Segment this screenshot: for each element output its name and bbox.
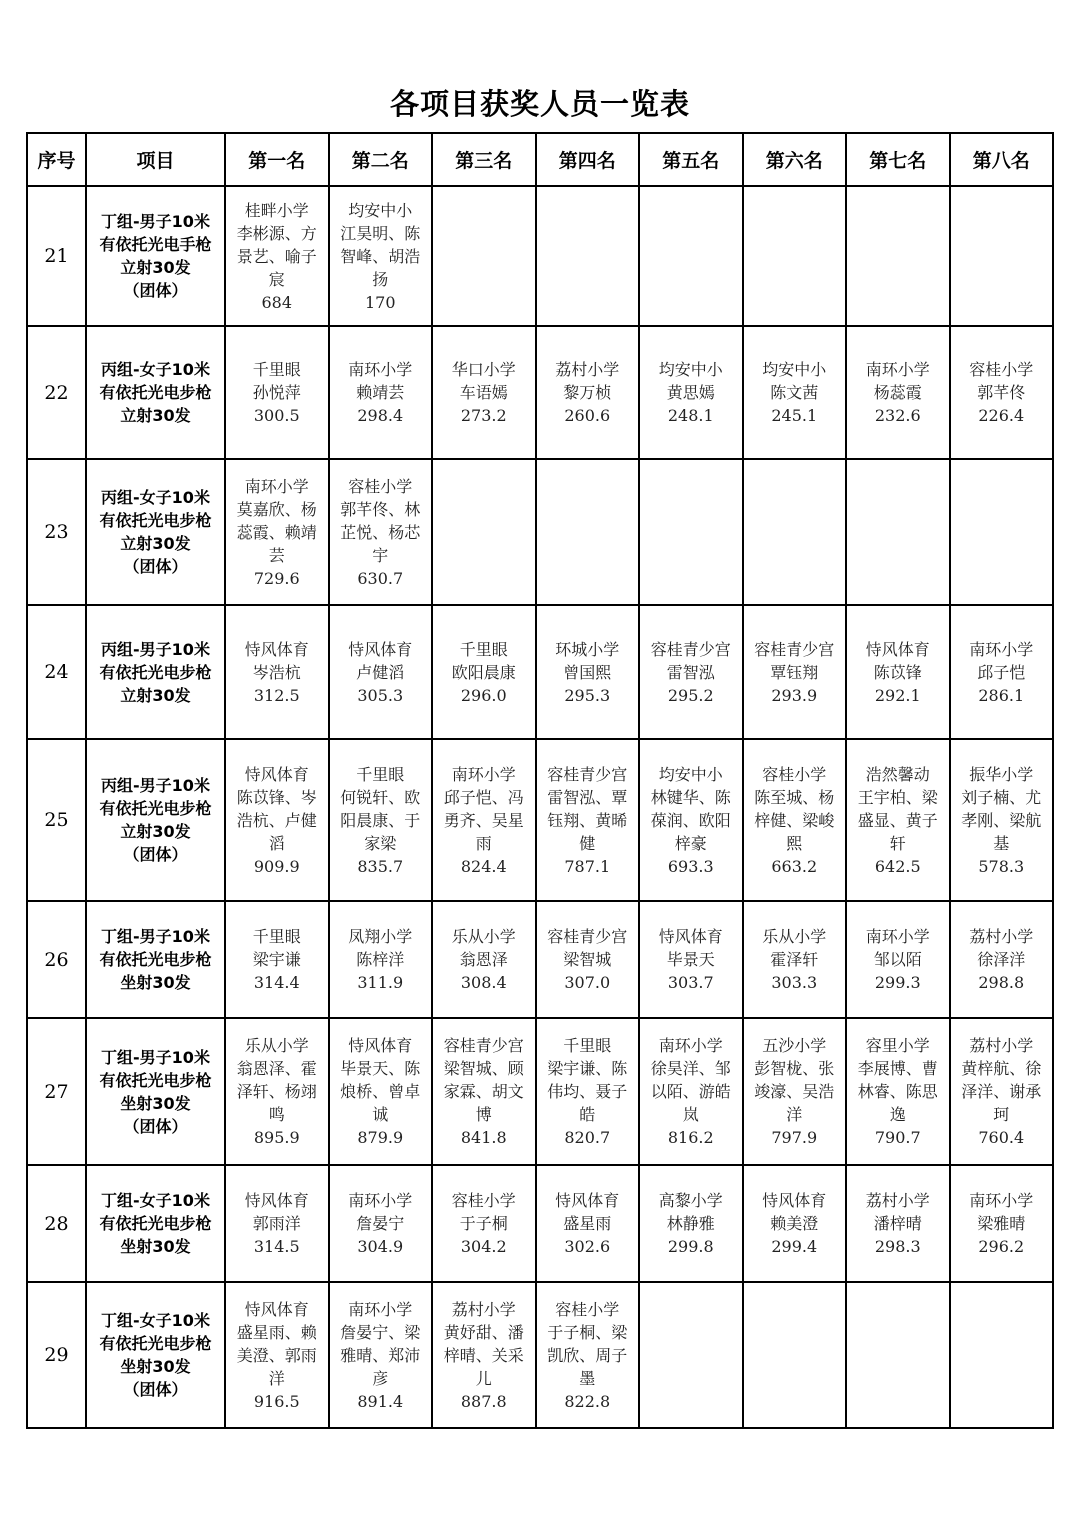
table-row bbox=[27, 459, 1053, 605]
winner-text: 桂畔小学 李彬源、方 景艺、喻子 宸 684 bbox=[236, 200, 317, 312]
place-4-cell bbox=[536, 459, 640, 605]
winner-text: 千里眼 孙悦萍 300.5 bbox=[252, 360, 301, 425]
place-1-cell bbox=[225, 1282, 329, 1428]
place-5-cell bbox=[639, 901, 743, 1018]
place-3-cell bbox=[432, 459, 536, 605]
place-3-cell bbox=[432, 1018, 536, 1165]
winner-text: 南环小学 梁雅晴 296.2 bbox=[969, 1191, 1034, 1256]
place-6-cell bbox=[743, 1165, 847, 1282]
table-body bbox=[27, 186, 1053, 1428]
row-number: 27 bbox=[27, 1018, 86, 1165]
winner-text: 容桂小学 于子桐 304.2 bbox=[451, 1191, 516, 1256]
winner-text: 恃风体育 岑浩杭 312.5 bbox=[244, 639, 309, 705]
table-row bbox=[27, 739, 1053, 901]
winner-text: 南环小学 詹晏宁 304.9 bbox=[348, 1191, 413, 1256]
place-1-cell bbox=[225, 739, 329, 901]
place-4-cell bbox=[536, 739, 640, 901]
winner-text: 浩然馨动 王宇柏、梁 盛显、黄子 轩 642.5 bbox=[857, 764, 938, 876]
winner-text: 恃风体育 毕景天 303.7 bbox=[658, 927, 723, 992]
place-1-cell bbox=[225, 186, 329, 326]
winner-text: 恃风体育 毕景天、陈 烺桥、曾卓 诚 879.9 bbox=[340, 1036, 421, 1147]
event-text: 丁组-男子10米 有依托光电步枪 坐射30发 bbox=[99, 927, 212, 992]
winner-text: 恃风体育 陈苡锋 292.1 bbox=[865, 639, 930, 705]
place-2-cell bbox=[329, 901, 433, 1018]
table-row bbox=[27, 605, 1053, 739]
row-number: 29 bbox=[27, 1282, 86, 1428]
place-5-cell bbox=[639, 605, 743, 739]
place-8-cell bbox=[950, 1018, 1054, 1165]
header-no: 序号 bbox=[27, 133, 86, 186]
place-4-cell bbox=[536, 901, 640, 1018]
winner-text: 千里眼 何锐轩、欧 阳晨康、于 家梁 835.7 bbox=[340, 764, 421, 876]
event-name bbox=[86, 901, 225, 1018]
header-place-3: 第三名 bbox=[432, 133, 536, 186]
place-3-cell bbox=[432, 186, 536, 326]
table-row bbox=[27, 1018, 1053, 1165]
winner-text: 容桂青少宫 雷智泓 295.2 bbox=[650, 639, 731, 705]
event-name bbox=[86, 1018, 225, 1165]
winner-text: 南环小学 邱子恺、冯 勇齐、吴星 雨 824.4 bbox=[443, 764, 524, 876]
table-row bbox=[27, 326, 1053, 459]
place-7-cell bbox=[846, 326, 950, 459]
table-row bbox=[27, 901, 1053, 1018]
winner-text: 容桂小学 陈至城、杨 梓健、梁峻 熙 663.2 bbox=[754, 764, 835, 876]
winner-text: 容桂青少宫 覃钰翔 293.9 bbox=[754, 639, 835, 705]
header-row bbox=[27, 133, 1053, 186]
place-4-cell bbox=[536, 605, 640, 739]
winner-text: 荔村小学 黄梓航、徐 泽洋、谢承 珂 760.4 bbox=[961, 1036, 1042, 1147]
place-5-cell bbox=[639, 1165, 743, 1282]
place-4-cell bbox=[536, 326, 640, 459]
winner-text: 南环小学 邱子恺 286.1 bbox=[969, 639, 1034, 705]
place-4-cell bbox=[536, 186, 640, 326]
winner-text: 千里眼 梁宇谦 314.4 bbox=[252, 927, 301, 992]
table-row bbox=[27, 1282, 1053, 1428]
place-7-cell bbox=[846, 605, 950, 739]
table-row bbox=[27, 1165, 1053, 1282]
event-text: 丁组-男子10米 有依托光电手枪 立射30发 （团体） bbox=[99, 212, 212, 300]
winner-text: 南环小学 杨蕊霞 232.6 bbox=[865, 360, 930, 425]
place-8-cell bbox=[950, 326, 1054, 459]
winner-text: 容桂青少宫 梁智城 307.0 bbox=[547, 927, 628, 992]
place-3-cell bbox=[432, 1165, 536, 1282]
place-5-cell bbox=[639, 459, 743, 605]
place-6-cell bbox=[743, 605, 847, 739]
place-2-cell bbox=[329, 1282, 433, 1428]
winner-text: 恃风体育 赖美澄 299.4 bbox=[762, 1191, 827, 1256]
awards-table bbox=[26, 132, 1054, 1429]
place-6-cell bbox=[743, 1018, 847, 1165]
place-2-cell bbox=[329, 1165, 433, 1282]
place-4-cell bbox=[536, 1018, 640, 1165]
place-3-cell bbox=[432, 739, 536, 901]
place-7-cell bbox=[846, 1165, 950, 1282]
place-2-cell bbox=[329, 186, 433, 326]
place-5-cell bbox=[639, 739, 743, 901]
event-text: 丁组-男子10米 有依托光电步枪 坐射30发 （团体） bbox=[99, 1047, 212, 1136]
header-event: 项目 bbox=[86, 133, 225, 186]
table-row bbox=[27, 186, 1053, 326]
place-6-cell bbox=[743, 459, 847, 605]
event-text: 丙组-女子10米 有依托光电步枪 立射30发 （团体） bbox=[99, 488, 212, 576]
winner-text: 乐从小学 霍泽轩 303.3 bbox=[762, 927, 827, 992]
winner-text: 南环小学 詹晏宁、梁 雅晴、郑沛 彦 891.4 bbox=[340, 1299, 421, 1411]
winner-text: 荔村小学 徐泽洋 298.8 bbox=[969, 927, 1034, 992]
page-title: 各项目获奖人员一览表 bbox=[389, 87, 690, 121]
place-2-cell bbox=[329, 326, 433, 459]
winner-text: 凤翔小学 陈梓洋 311.9 bbox=[348, 927, 413, 992]
winner-text: 荔村小学 潘梓晴 298.3 bbox=[865, 1191, 930, 1256]
row-number: 28 bbox=[27, 1165, 86, 1282]
header-place-5: 第五名 bbox=[639, 133, 743, 186]
place-7-cell bbox=[846, 1282, 950, 1428]
winner-text: 荔村小学 黄妤甜、潘 梓晴、关采 儿 887.8 bbox=[443, 1299, 524, 1411]
winner-text: 容桂小学 郭芊佟 226.4 bbox=[969, 360, 1034, 425]
winner-text: 均安中小 江昊明、陈 智峰、胡浩 扬 170 bbox=[340, 200, 421, 312]
place-5-cell bbox=[639, 1018, 743, 1165]
header-place-1: 第一名 bbox=[225, 133, 329, 186]
winner-text: 南环小学 徐昊洋、邹 以陌、游皓 岚 816.2 bbox=[650, 1036, 731, 1147]
event-text: 丁组-女子10米 有依托光电步枪 坐射30发 bbox=[99, 1191, 212, 1256]
place-6-cell bbox=[743, 1282, 847, 1428]
row-number: 23 bbox=[27, 459, 86, 605]
place-1-cell bbox=[225, 605, 329, 739]
row-number: 22 bbox=[27, 326, 86, 459]
place-7-cell bbox=[846, 186, 950, 326]
place-1-cell bbox=[225, 459, 329, 605]
place-8-cell bbox=[950, 1282, 1054, 1428]
winner-text: 恃风体育 盛星雨 302.6 bbox=[555, 1191, 620, 1256]
place-4-cell bbox=[536, 1282, 640, 1428]
place-1-cell bbox=[225, 1165, 329, 1282]
event-name bbox=[86, 326, 225, 459]
winner-text: 南环小学 赖靖芸 298.4 bbox=[348, 360, 413, 425]
row-number: 24 bbox=[27, 605, 86, 739]
place-7-cell bbox=[846, 459, 950, 605]
winner-text: 环城小学 曾国熙 295.3 bbox=[555, 639, 620, 705]
place-4-cell bbox=[536, 1165, 640, 1282]
row-number: 21 bbox=[27, 186, 86, 326]
place-8-cell bbox=[950, 605, 1054, 739]
event-name bbox=[86, 1165, 225, 1282]
place-2-cell bbox=[329, 605, 433, 739]
winner-text: 乐从小学 翁恩泽 308.4 bbox=[451, 927, 516, 992]
place-8-cell bbox=[950, 459, 1054, 605]
winner-text: 均安中小 陈文茜 245.1 bbox=[762, 360, 827, 425]
place-2-cell bbox=[329, 459, 433, 605]
winner-text: 华口小学 车语嫣 273.2 bbox=[451, 360, 516, 425]
place-6-cell bbox=[743, 326, 847, 459]
winner-text: 容里小学 李展博、曹 林睿、陈思 逸 790.7 bbox=[857, 1036, 938, 1147]
place-8-cell bbox=[950, 901, 1054, 1018]
place-1-cell bbox=[225, 326, 329, 459]
winner-text: 均安中小 黄思嫣 248.1 bbox=[658, 360, 723, 425]
winner-text: 五沙小学 彭智栊、张 竣濠、吴浩 洋 797.9 bbox=[754, 1036, 835, 1147]
event-text: 丁组-女子10米 有依托光电步枪 坐射30发 （团体） bbox=[99, 1311, 212, 1399]
place-3-cell bbox=[432, 901, 536, 1018]
place-1-cell bbox=[225, 901, 329, 1018]
place-6-cell bbox=[743, 739, 847, 901]
winner-text: 容桂青少宫 雷智泓、覃 钰翔、黄晞 健 787.1 bbox=[547, 764, 628, 876]
winner-text: 千里眼 梁宇谦、陈 伟均、聂子 皓 820.7 bbox=[547, 1036, 628, 1147]
place-6-cell bbox=[743, 901, 847, 1018]
event-name bbox=[86, 739, 225, 901]
winner-text: 恃风体育 卢健滔 305.3 bbox=[348, 639, 413, 705]
place-1-cell bbox=[225, 1018, 329, 1165]
winner-text: 容桂青少宫 梁智城、顾 家霖、胡文 博 841.8 bbox=[443, 1036, 524, 1147]
event-text: 丙组-男子10米 有依托光电步枪 立射30发 bbox=[99, 639, 212, 705]
header-place-6: 第六名 bbox=[743, 133, 847, 186]
place-7-cell bbox=[846, 739, 950, 901]
place-5-cell bbox=[639, 186, 743, 326]
winner-text: 容桂小学 郭芊佟、林 芷悦、杨芯 宇 630.7 bbox=[340, 476, 421, 588]
winner-text: 荔村小学 黎万桢 260.6 bbox=[555, 360, 620, 425]
place-7-cell bbox=[846, 901, 950, 1018]
winner-text: 高黎小学 林静雅 299.8 bbox=[658, 1191, 723, 1256]
event-text: 丙组-男子10米 有依托光电步枪 立射30发 （团体） bbox=[99, 776, 212, 864]
place-2-cell bbox=[329, 739, 433, 901]
event-name bbox=[86, 1282, 225, 1428]
place-5-cell bbox=[639, 326, 743, 459]
event-name bbox=[86, 186, 225, 326]
header-place-2: 第二名 bbox=[329, 133, 433, 186]
place-8-cell bbox=[950, 739, 1054, 901]
header-place-7: 第七名 bbox=[846, 133, 950, 186]
event-name bbox=[86, 605, 225, 739]
place-5-cell bbox=[639, 1282, 743, 1428]
place-7-cell bbox=[846, 1018, 950, 1165]
winner-text: 南环小学 莫嘉欣、杨 蕊霞、赖靖 芸 729.6 bbox=[236, 476, 317, 588]
place-6-cell bbox=[743, 186, 847, 326]
place-2-cell bbox=[329, 1018, 433, 1165]
place-3-cell bbox=[432, 326, 536, 459]
winner-text: 均安中小 林键华、陈 葆润、欧阳 梓豪 693.3 bbox=[650, 764, 731, 876]
row-number: 26 bbox=[27, 901, 86, 1018]
header-place-4: 第四名 bbox=[536, 133, 640, 186]
row-number: 25 bbox=[27, 739, 86, 901]
place-3-cell bbox=[432, 605, 536, 739]
winner-text: 容桂小学 于子桐、梁 凯欣、周子 墨 822.8 bbox=[547, 1299, 628, 1411]
event-text: 丙组-女子10米 有依托光电步枪 立射30发 bbox=[99, 360, 212, 425]
header-place-8: 第八名 bbox=[950, 133, 1054, 186]
event-name bbox=[86, 459, 225, 605]
winner-text: 千里眼 欧阳晨康 296.0 bbox=[451, 639, 516, 705]
place-3-cell bbox=[432, 1282, 536, 1428]
winner-text: 恃风体育 盛星雨、赖 美澄、郭雨 洋 916.5 bbox=[236, 1299, 317, 1411]
winner-text: 振华小学 刘子楠、尤 孝刚、梁航 基 578.3 bbox=[961, 764, 1042, 876]
winner-text: 乐从小学 翁恩泽、霍 泽轩、杨翊 鸣 895.9 bbox=[236, 1036, 317, 1147]
winner-text: 恃风体育 郭雨洋 314.5 bbox=[244, 1191, 309, 1256]
place-8-cell bbox=[950, 1165, 1054, 1282]
winner-text: 恃风体育 陈苡锋、岑 浩杭、卢健 滔 909.9 bbox=[236, 764, 317, 876]
winner-text: 南环小学 邹以陌 299.3 bbox=[865, 927, 930, 992]
place-8-cell bbox=[950, 186, 1054, 326]
